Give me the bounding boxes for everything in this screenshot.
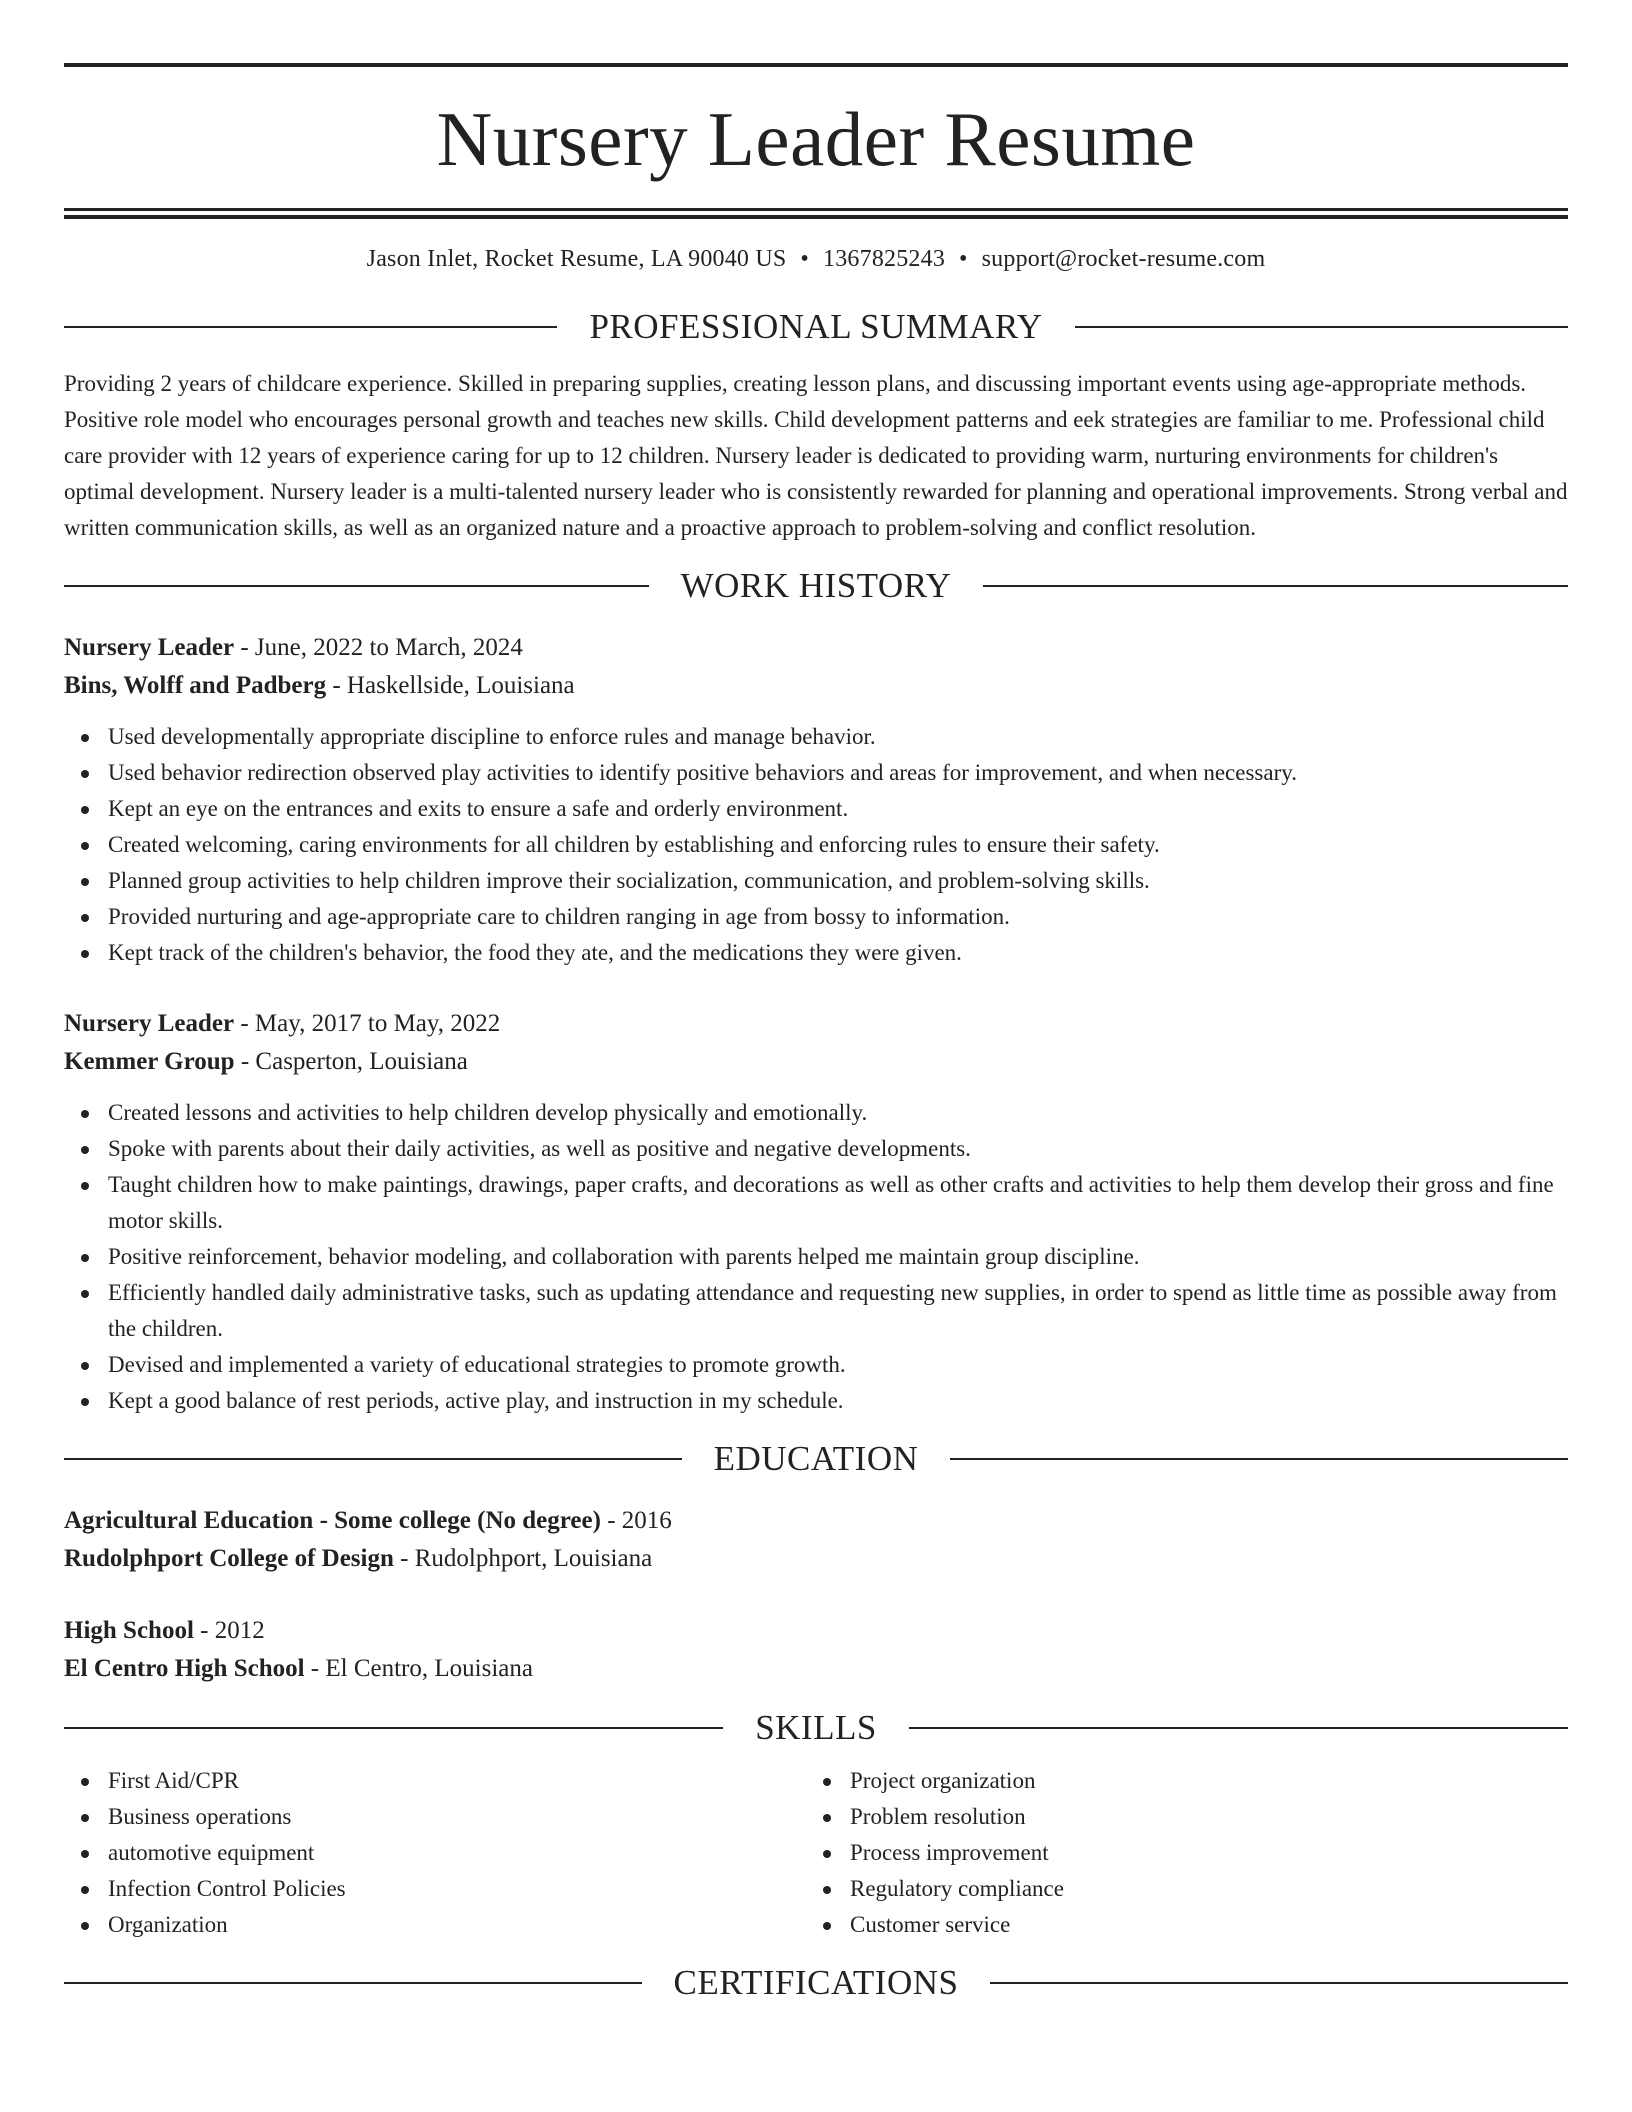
heading-rule-left	[64, 1982, 642, 1984]
heading-rule-right	[1075, 326, 1568, 328]
section-title-education: EDUCATION	[713, 1439, 919, 1478]
skills-columns	[64, 1763, 1568, 1943]
job-title: Nursery Leader	[64, 634, 235, 661]
job-title: Nursery Leader	[64, 1010, 235, 1037]
job-company: Bins, Wolff and Padberg	[64, 672, 327, 699]
list-item: Provided nurturing and age-appropriate care to children ranging in age from bossy to information.	[64, 899, 1568, 935]
heading-rule-right	[990, 1982, 1568, 1984]
education-location: - Rudolphport, Louisiana	[393, 1545, 653, 1572]
list-item: automotive equipment	[64, 1835, 806, 1871]
section-heading-certifications	[64, 1965, 1568, 2000]
contact-phone: 1367825243	[823, 246, 946, 272]
title-double-rule	[64, 208, 1568, 219]
contact-line	[64, 246, 1568, 273]
education-degree: High School	[64, 1617, 194, 1644]
section-heading-summary	[64, 309, 1568, 344]
education-location: - El Centro, Louisiana	[304, 1655, 533, 1682]
heading-rule-left	[64, 585, 649, 587]
list-item: Efficiently handled daily administrative tasks, such as updating attendance and requesting new supplies, in order to spend as little time as possible away from the children.	[64, 1275, 1568, 1347]
list-item: Kept an eye on the entrances and exits to ensure a safe and orderly environment.	[64, 791, 1568, 827]
heading-rule-left	[64, 326, 557, 328]
heading-rule-right	[983, 585, 1568, 587]
job-company: Kemmer Group	[64, 1048, 235, 1075]
job-title-line	[64, 629, 1568, 667]
education-degree-line	[64, 1502, 1568, 1540]
list-item: Taught children how to make paintings, drawings, paper crafts, and decorations as well as other crafts and activities to help them develop their gross and fine motor skills.	[64, 1167, 1568, 1239]
section-heading-skills	[64, 1710, 1568, 1745]
list-item: Used developmentally appropriate discipline to enforce rules and manage behavior.	[64, 719, 1568, 755]
top-rule	[64, 63, 1568, 67]
job-entry	[64, 1005, 1568, 1419]
job-location: - Casperton, Louisiana	[234, 1048, 468, 1075]
list-item: Business operations	[64, 1799, 806, 1835]
list-item: Project organization	[806, 1763, 1548, 1799]
education-school-line	[64, 1540, 1568, 1578]
section-heading-education	[64, 1441, 1568, 1476]
job-entry	[64, 629, 1568, 971]
heading-rule-right	[909, 1727, 1568, 1729]
list-item: Problem resolution	[806, 1799, 1548, 1835]
list-item: Organization	[64, 1907, 806, 1943]
job-title-line	[64, 1005, 1568, 1043]
contact-separator: •	[959, 246, 968, 272]
skills-list-left	[64, 1763, 806, 1943]
contact-address: Jason Inlet, Rocket Resume, LA 90040 US	[366, 246, 787, 272]
list-item: Spoke with parents about their daily activities, as well as positive and negative developments.	[64, 1131, 1568, 1167]
contact-separator: •	[800, 246, 810, 272]
list-item: Customer service	[806, 1907, 1548, 1943]
education-degree: Agricultural Education - Some college (No degree)	[64, 1507, 601, 1534]
list-item: Planned group activities to help children improve their socialization, communication, and problem-solving skills.	[64, 863, 1568, 899]
section-title-skills: SKILLS	[755, 1708, 877, 1747]
list-item: Devised and implemented a variety of educational strategies to promote growth.	[64, 1347, 1568, 1383]
skills-list-right	[806, 1763, 1548, 1943]
education-school-line	[64, 1650, 1568, 1688]
heading-rule-left	[64, 1727, 723, 1729]
page-title: Nursery Leader Resume	[436, 96, 1196, 182]
list-item: Regulatory compliance	[806, 1871, 1548, 1907]
job-dates: - May, 2017 to May, 2022	[234, 1010, 501, 1037]
list-item: Kept track of the children's behavior, the food they ate, and the medications they were given.	[64, 935, 1568, 971]
education-school: El Centro High School	[64, 1655, 305, 1682]
list-item: Kept a good balance of rest periods, active play, and instruction in my schedule.	[64, 1383, 1568, 1419]
section-heading-work	[64, 568, 1568, 603]
summary-text: Providing 2 years of childcare experience. Skilled in preparing supplies, creating lesson plans, and discussing important events using age-appropriate methods. Positive role model who encourages personal growth and teaches new skills. Child development patterns and eek strategies are familiar to me. Professional child care provider with 12 years of experience caring for up to 12 children. Nursery leader is dedicated to providing warm, nurturing environments for children's optimal development. Nursery leader is a multi-talented nursery leader who is consistently rewarded for planning and operational improvements. Strong verbal and written communication skills, as well as an organized nature and a proactive approach to problem-solving and conflict resolution.	[64, 371, 1568, 540]
contact-email: support@rocket-resume.com	[981, 246, 1266, 272]
education-year: - 2012	[193, 1617, 265, 1644]
list-item: Created lessons and activities to help children develop physically and emotionally.	[64, 1095, 1568, 1131]
education-entry	[64, 1612, 1568, 1688]
education-year: - 2016	[600, 1507, 672, 1534]
job-company-line	[64, 667, 1568, 705]
list-item: Positive reinforcement, behavior modeling, and collaboration with parents helped me maintain group discipline.	[64, 1239, 1568, 1275]
section-title-certifications: CERTIFICATIONS	[673, 1963, 959, 2002]
list-item: Created welcoming, caring environments for all children by establishing and enforcing rules to ensure their safety.	[64, 827, 1568, 863]
education-school: Rudolphport College of Design	[64, 1545, 394, 1572]
job-location: - Haskellside, Louisiana	[326, 672, 575, 699]
job-company-line	[64, 1043, 1568, 1081]
job-bullets	[64, 1095, 1568, 1419]
list-item: Used behavior redirection observed play activities to identify positive behaviors and areas for improvement, and when necessary.	[64, 755, 1568, 791]
job-dates: - June, 2022 to March, 2024	[234, 634, 523, 661]
section-title-summary: PROFESSIONAL SUMMARY	[589, 307, 1043, 346]
section-title-work: WORK HISTORY	[680, 566, 952, 605]
education-degree-line	[64, 1612, 1568, 1650]
list-item: Infection Control Policies	[64, 1871, 806, 1907]
job-bullets	[64, 719, 1568, 971]
heading-rule-left	[64, 1458, 682, 1460]
heading-rule-right	[950, 1458, 1568, 1460]
list-item: Process improvement	[806, 1835, 1548, 1871]
education-entry	[64, 1502, 1568, 1578]
list-item: First Aid/CPR	[64, 1763, 806, 1799]
